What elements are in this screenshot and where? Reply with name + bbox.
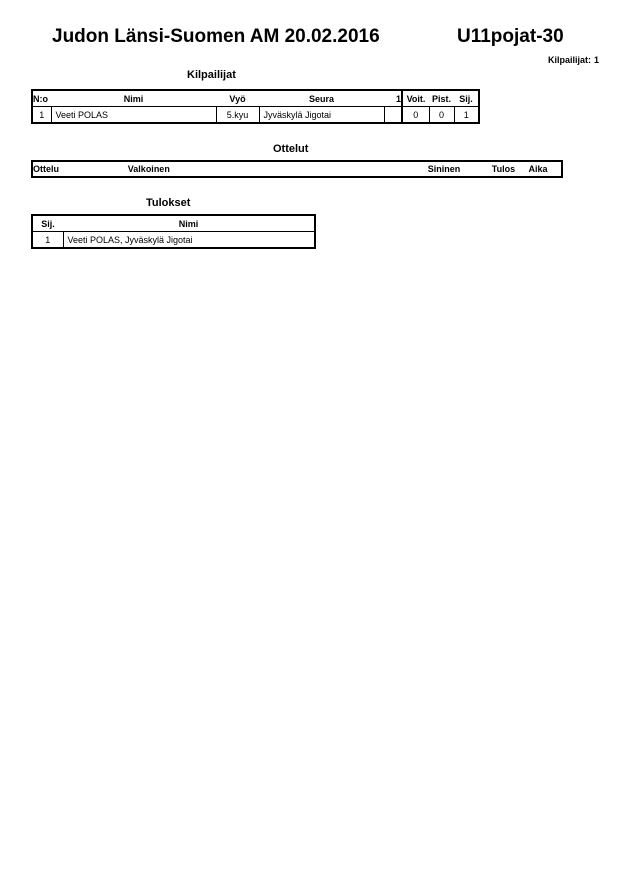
- cell-pool: [384, 107, 402, 124]
- col-white: Valkoinen: [127, 164, 170, 174]
- competitor-count: [545, 55, 599, 65]
- col-place: Sij.: [454, 90, 479, 107]
- results-heading: Tulokset: [146, 197, 191, 209]
- results-header-row: [32, 215, 315, 232]
- matches-heading: Ottelut: [273, 143, 309, 155]
- col-no: N:o: [32, 90, 51, 107]
- col-name: Nimi: [51, 90, 216, 107]
- col-result-place: Sij.: [32, 215, 63, 232]
- matches-table: [31, 160, 563, 178]
- cell-points: 0: [429, 107, 454, 124]
- page-title: [0, 26, 630, 52]
- cell-club: Jyväskylä Jigotai: [259, 107, 384, 124]
- category-title: U11pojat-30: [457, 26, 564, 47]
- col-time: Aika: [528, 164, 548, 174]
- competitor-count-label: Kilpailijat:: [547, 55, 591, 65]
- table-row: [32, 107, 479, 124]
- competitors-heading: Kilpailijat: [187, 69, 236, 81]
- cell-no: 1: [32, 107, 51, 124]
- event-title: Judon Länsi-Suomen AM 20.02.2016: [52, 26, 380, 47]
- col-pool: 1: [384, 90, 402, 107]
- table-row: [32, 232, 315, 249]
- results-table: [31, 214, 316, 249]
- col-blue: Sininen: [427, 164, 461, 174]
- competitors-table: [31, 89, 480, 124]
- col-points: Pist.: [429, 90, 454, 107]
- cell-result-place: 1: [32, 232, 63, 249]
- col-result: Tulos: [491, 164, 516, 174]
- cell-belt: 5.kyu: [216, 107, 259, 124]
- cell-result-name: Veeti POLAS, Jyväskylä Jigotai: [63, 232, 315, 249]
- col-belt: Vyö: [216, 90, 259, 107]
- cell-place: 1: [454, 107, 479, 124]
- col-result-name: Nimi: [63, 215, 315, 232]
- competitor-count-value: 1: [593, 55, 599, 65]
- col-wins: Voit.: [402, 90, 429, 107]
- cell-wins: 0: [402, 107, 429, 124]
- competitors-header-row: [32, 90, 479, 107]
- col-club: Seura: [259, 90, 384, 107]
- cell-name: Veeti POLAS: [51, 107, 216, 124]
- matches-header-row: [32, 161, 562, 177]
- col-match: Ottelu: [33, 164, 59, 174]
